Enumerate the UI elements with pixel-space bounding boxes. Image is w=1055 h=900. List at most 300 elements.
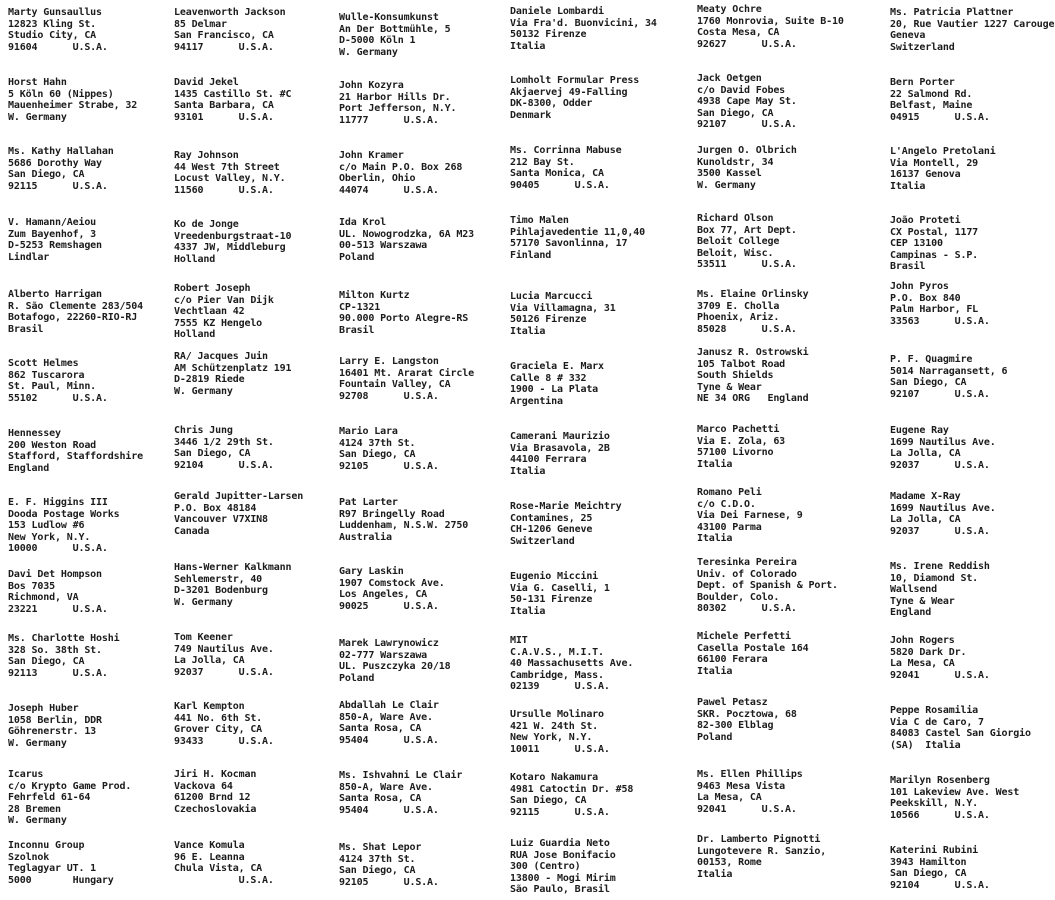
addressee-name: Abdallah Le Clair (339, 700, 439, 711)
addressee-name: Ms. Ishvahni Le Clair (339, 770, 463, 781)
address-line: 153 Ludlow #6 (8, 520, 85, 532)
address-entry (8, 769, 131, 827)
address-line: Lungotevere R. Sanzio, (697, 845, 827, 857)
addressee-name: Ursulle Molinaro (510, 709, 604, 720)
address-line: 16137 Genova (890, 169, 961, 181)
address-line: 85028 U.S.A. (697, 323, 797, 335)
address-line: CP-1321 (339, 301, 381, 313)
address-line: 1900 - La Plata (510, 384, 599, 396)
address-line: 3943 Hamilton (890, 856, 967, 868)
address-line: 44100 Ferrara (510, 454, 587, 466)
address-line: 57100 Livorno (697, 447, 774, 459)
address-line: 200 Weston Road (8, 439, 97, 451)
addressee-name: Ko de Jonge (174, 219, 239, 230)
address-entry (510, 501, 622, 547)
address-line: 92107 U.S.A. (697, 119, 797, 131)
addressee-name: Icarus (8, 769, 44, 780)
addressee-name: Graciela E. Marx (510, 361, 604, 372)
address-line: W. Germany (697, 179, 756, 191)
address-line: UL. Puszczyka 20/18 (339, 661, 451, 673)
address-entry (339, 12, 451, 58)
address-entry (174, 562, 291, 608)
addressee-name: Pat Larter (339, 497, 398, 508)
address-line: Italia (890, 180, 926, 192)
address-entry (8, 289, 143, 335)
address-entry (890, 775, 1019, 821)
address-line: La Mesa, CA (890, 658, 955, 670)
addressee-name: Bern Porter (890, 77, 955, 88)
address-entry (8, 7, 108, 53)
address-line: San Diego, CA (510, 795, 587, 807)
address-line: Poland (339, 251, 375, 263)
addressee-name: Marco Pachetti (697, 424, 780, 435)
address-line: 33563 U.S.A. (890, 315, 990, 327)
address-entry (174, 77, 291, 123)
addressee-name: Lucia Marcucci (510, 291, 593, 302)
address-line: Calle 8 # 332 (510, 372, 587, 384)
address-line: 16401 Mt. Ararat Circle (339, 367, 475, 379)
address-line: Brasil (8, 323, 44, 335)
address-line: 95404 U.S.A. (339, 734, 439, 746)
address-entry (697, 557, 838, 615)
address-entry (697, 213, 797, 271)
address-entry (8, 217, 102, 263)
address-line: 80302 U.S.A. (697, 603, 797, 615)
addressee-name: Ms. Irene Reddish (890, 561, 990, 572)
address-line: 92627 U.S.A. (697, 38, 797, 50)
address-line: 13800 - Mogi Mirim (510, 872, 616, 884)
addressee-name: Joseph Huber (8, 703, 79, 714)
address-line: 00153, Rome (697, 857, 762, 869)
address-line: San Diego, CA (890, 868, 967, 880)
address-line: Luddenham, N.S.W. 2750 (339, 520, 469, 532)
address-line: 50132 Firenze (510, 29, 587, 41)
address-line: San Francisco, CA (174, 30, 274, 42)
address-line: Dept. of Spanish & Port. (697, 580, 838, 592)
address-line: Richmond, VA (8, 592, 79, 604)
address-entry (339, 497, 468, 543)
address-entry (8, 146, 114, 192)
address-line: Tyne & Wear (890, 595, 955, 607)
address-line: NE 34 ORG England (697, 393, 809, 405)
addressee-name: John Rogers (890, 635, 955, 646)
address-line: 4938 Cape May St. (697, 96, 797, 108)
addressee-name: Timo Malen (510, 215, 569, 226)
address-line: 9463 Mesa Vista (697, 780, 786, 792)
address-entry (890, 7, 1054, 53)
address-entry (890, 146, 996, 192)
address-entry (697, 289, 809, 335)
addressee-name: Marek Lawrynowicz (339, 638, 439, 649)
address-line: 5 Köln 60 (Nippes) (8, 88, 114, 100)
address-entry (339, 700, 439, 746)
address-entry (697, 347, 809, 405)
address-line: 40 Massachusetts Ave. (510, 658, 634, 670)
address-line: 1760 Monrovia, Suite B-10 (697, 15, 844, 27)
addressee-name: John Kramer (339, 150, 404, 161)
addressee-name: Chris Jung (174, 425, 233, 436)
address-line: 3709 E. Cholla (697, 300, 780, 312)
address-line: 84083 Castel San Giorgio (890, 728, 1031, 740)
address-line: 50126 Firenze (510, 314, 587, 326)
addressee-name: Scott Helmes (8, 358, 79, 369)
address-line: Czechoslovakia (174, 803, 257, 815)
address-line: DK-8300, Odder (510, 98, 593, 110)
addressee-name: John Kozyra (339, 80, 404, 91)
address-line: 44074 U.S.A. (339, 184, 439, 196)
address-line: 5820 Dark Dr. (890, 646, 967, 658)
address-entry (339, 842, 439, 888)
address-line: 92708 U.S.A. (339, 390, 439, 402)
addressee-name: Daniele Lombardi (510, 6, 604, 17)
addressee-name: Ms. Corrinna Mabuse (510, 145, 622, 156)
address-line: 1058 Berlin, DDR (8, 714, 102, 726)
address-line: New York, N.Y. (510, 732, 593, 744)
address-line: San Diego, CA (8, 169, 85, 181)
address-line: Italia (510, 325, 546, 337)
addressee-name: Hans-Werner Kalkmann (174, 562, 292, 573)
address-entry (339, 150, 462, 196)
address-line: 90.000 Porto Alegre-RS (339, 313, 469, 325)
address-line: Studio City, CA (8, 30, 97, 42)
address-line: 28 Bremen (8, 803, 61, 815)
address-line: San Diego, CA (339, 449, 416, 461)
address-entry (339, 566, 445, 612)
address-line: c/o David Fobes (697, 84, 786, 96)
address-entry (890, 77, 990, 123)
address-entry (174, 840, 274, 886)
addressee-name: Ms. Charlotte Hoshi (8, 633, 120, 644)
address-line: La Jolla, CA (890, 448, 961, 460)
address-line: 92105 U.S.A. (339, 876, 439, 888)
address-entry (510, 75, 639, 121)
address-line: Teglagyar UT. 1 (8, 863, 97, 875)
address-line: Santa Rosa, CA (339, 793, 422, 805)
addressee-name: Camerani Maurizio (510, 431, 610, 442)
address-line: 5000 Hungary (8, 874, 114, 886)
address-entry (890, 281, 990, 327)
addressee-name: E. F. Higgins III (8, 497, 108, 508)
address-entry (8, 428, 143, 474)
addressee-name: Lomholt Formular Press (510, 75, 640, 86)
addressee-name: L'Angelo Pretolani (890, 146, 996, 157)
address-entry (8, 497, 120, 555)
address-line: CH-1206 Geneve (510, 524, 593, 536)
address-line: 10000 U.S.A. (8, 543, 108, 555)
address-entry (8, 703, 102, 749)
address-line: Lindlar (8, 251, 50, 263)
addressee-name: Marty Gunsaullus (8, 7, 102, 18)
address-line: 10, Diamond St. (890, 572, 979, 584)
address-entry (890, 215, 978, 273)
address-entry (510, 145, 622, 191)
address-line: La Jolla, CA (890, 514, 961, 526)
address-line: Santa Monica, CA (510, 168, 604, 180)
addressee-name: Leavenworth Jackson (174, 7, 286, 18)
address-line: 95404 U.S.A. (339, 804, 439, 816)
address-line: Mauenheimer Strabe, 32 (8, 100, 138, 112)
addressee-name: P. F. Quagmire (890, 354, 973, 365)
address-line: W. Germany (8, 815, 67, 827)
address-line: Belfast, Maine (890, 100, 973, 112)
address-line: An Der Bottmühle, 5 (339, 23, 451, 35)
address-line: Via Montell, 29 (890, 157, 979, 169)
address-line: Grover City, CA (174, 724, 263, 736)
address-line: 10011 U.S.A. (510, 743, 610, 755)
address-line: 92115 U.S.A. (510, 806, 610, 818)
address-line: 92113 U.S.A. (8, 667, 108, 679)
address-line: Via E. Zola, 63 (697, 435, 786, 447)
address-line: P.O. Box 840 (890, 292, 961, 304)
address-line: Beloit College (697, 236, 780, 248)
address-entry (8, 358, 108, 404)
address-line: Italia (697, 458, 733, 470)
addressee-name: Ms. Elaine Orlinsky (697, 289, 809, 300)
address-line: 02139 U.S.A. (510, 681, 610, 693)
address-line: Bos 7035 (8, 580, 55, 592)
address-line: P.O. Box 48184 (174, 502, 257, 514)
address-entry (510, 709, 610, 755)
address-line: San Diego, CA (890, 377, 967, 389)
address-line: Italia (697, 533, 733, 545)
address-line: Fountain Valley, CA (339, 379, 451, 391)
addressee-name: David Jekel (174, 77, 239, 88)
addressee-name: Milton Kurtz (339, 290, 410, 301)
address-line: 23221 U.S.A. (8, 603, 108, 615)
address-line: San Diego, CA (339, 865, 416, 877)
address-line: AM Schützenplatz 191 (174, 362, 292, 374)
addressee-name: Wulle-Konsumkunst (339, 12, 439, 23)
address-line: Geneva (890, 30, 926, 42)
addressee-name: Larry E. Langston (339, 356, 439, 367)
address-line: Phoenix, Ariz. (697, 312, 780, 324)
address-entry (174, 632, 274, 678)
address-line: Costa Mesa, CA (697, 27, 780, 39)
address-line: Poland (339, 672, 375, 684)
address-line: 7555 KZ Hengelo (174, 317, 263, 329)
address-line: 50-131 Firenze (510, 594, 593, 606)
address-entry (510, 361, 604, 407)
address-line: England (8, 462, 50, 474)
addressee-name: Pawel Petasz (697, 697, 768, 708)
address-line: W. Germany (339, 46, 398, 58)
address-line: 101 Lakeview Ave. West (890, 786, 1020, 798)
addressee-name: Rose-Marie Meichtry (510, 501, 622, 512)
address-line: Campinas - S.P. (890, 249, 979, 261)
addressee-name: Romano Peli (697, 487, 762, 498)
addressee-name: Eugenio Miccini (510, 571, 599, 582)
addressee-name: Luiz Guardia Neto (510, 838, 610, 849)
address-line: c/o C.D.O. (697, 498, 756, 510)
address-line: Los Angeles, CA (339, 589, 428, 601)
address-line: 92104 U.S.A. (890, 879, 990, 891)
addressee-name: Janusz R. Ostrowski (697, 347, 809, 358)
addressee-name: Karl Kempton (174, 701, 245, 712)
address-entry (174, 351, 291, 397)
address-line: Wallsend (890, 584, 937, 596)
address-line: Poland (697, 731, 733, 743)
addressee-name: Kotaro Nakamura (510, 772, 599, 783)
address-line: 11777 U.S.A. (339, 114, 439, 126)
address-line: 82-300 Elblag (697, 720, 774, 732)
address-entry (890, 705, 1031, 751)
address-entry (174, 491, 303, 537)
address-line: Holland (174, 253, 216, 265)
address-entry (890, 561, 990, 619)
address-line: 43100 Parma (697, 521, 762, 533)
address-line: Dooda Postage Works (8, 508, 120, 520)
address-line: Fehrfeld 61-64 (8, 792, 91, 804)
address-line: England (890, 607, 932, 619)
address-line: 22 Salmond Rd. (890, 88, 973, 100)
address-line: Beloit, Wisc. (697, 247, 774, 259)
address-line: Sehlemerstr, 40 (174, 573, 263, 585)
address-line: U.S.A. (174, 874, 274, 886)
addressee-name: RA/ Jacques Juin (174, 351, 268, 362)
address-line: 3446 1/2 29th St. (174, 436, 274, 448)
addressee-name: Ms. Patricia Plattner (890, 7, 1014, 18)
address-line: Pihlajavedentie 11,0,40 (510, 226, 646, 238)
address-line: 92037 U.S.A. (890, 459, 990, 471)
address-line: Via Villamagna, 31 (510, 302, 616, 314)
address-entry (890, 491, 996, 537)
address-line: W. Germany (174, 385, 233, 397)
addressee-name: Tom Keener (174, 632, 233, 643)
address-line: La Jolla, CA (174, 655, 245, 667)
address-line: D-5253 Remshagen (8, 240, 102, 252)
address-line: 4124 37th St. (339, 853, 416, 865)
address-line: Boulder, Colo. (697, 591, 780, 603)
address-line: Via C de Caro, 7 (890, 716, 984, 728)
address-line: 93433 U.S.A. (174, 735, 274, 747)
address-entry (339, 290, 468, 336)
address-line: 749 Nautilus Ave. (174, 643, 274, 655)
address-entry (510, 6, 657, 52)
address-entry (510, 215, 645, 261)
address-line: San Diego, CA (697, 107, 774, 119)
address-line: Argentina (510, 395, 563, 407)
address-line: Peekskill, N.Y. (890, 798, 979, 810)
addressee-name: Davi Det Hompson (8, 569, 102, 580)
addressee-name: Robert Joseph (174, 283, 251, 294)
addressee-name: Gary Laskin (339, 566, 404, 577)
address-entry (174, 219, 291, 265)
address-line: 12823 Kling St. (8, 18, 97, 30)
address-line: W. Germany (8, 737, 67, 749)
address-entry (339, 638, 451, 684)
address-entry (510, 431, 610, 477)
address-line: 4124 37th St. (339, 437, 416, 449)
address-line: Santa Barbara, CA (174, 100, 274, 112)
address-line: 1907 Comstock Ave. (339, 577, 445, 589)
address-line: Switzerland (510, 535, 575, 547)
address-line: Palm Harbor, FL (890, 304, 979, 316)
address-line: 44 West 7th Street (174, 161, 280, 173)
addressee-name: Katerini Rubini (890, 845, 979, 856)
address-line: Univ. of Colorado (697, 568, 797, 580)
addressee-name: V. Hamann/Aeiou (8, 217, 97, 228)
address-line: Brasil (339, 324, 375, 336)
addressee-name: Alberto Harrigan (8, 289, 102, 300)
address-line: 00-513 Warszawa (339, 240, 428, 252)
address-line: 3500 Kassel (697, 168, 762, 180)
address-entry (510, 772, 633, 818)
addressee-name: Ms. Kathy Hallahan (8, 146, 114, 157)
address-line: Vreedenburgstraat-10 (174, 230, 292, 242)
address-line: Akjaervej 49-Falling (510, 86, 628, 98)
address-line: Cambridge, Mass. (510, 669, 604, 681)
address-line: 20, Rue Vautier 1227 Carouge (890, 18, 1055, 30)
address-line: 96 E. Leanna (174, 851, 245, 863)
address-line: 90025 U.S.A. (339, 600, 439, 612)
address-line: SKR. Pocztowa, 68 (697, 708, 797, 720)
address-line: 61200 Brnd 12 (174, 792, 251, 804)
address-line: CEP 13100 (890, 238, 943, 250)
address-line: 4337 JW, Middleburg (174, 242, 286, 254)
addressee-name: Vance Komula (174, 840, 245, 851)
address-line: 53511 U.S.A. (697, 259, 797, 271)
address-line: 92105 U.S.A. (339, 460, 439, 472)
address-entry (890, 845, 990, 891)
address-line: Italia (510, 465, 546, 477)
addressee-name: Inconnu Group (8, 840, 85, 851)
address-line: St. Paul, Minn. (8, 381, 97, 393)
address-line: 93101 U.S.A. (174, 111, 274, 123)
address-line: 04915 U.S.A. (890, 111, 990, 123)
addressee-name: Jurgen O. Olbrich (697, 145, 797, 156)
address-line: UL. Nowogrodzka, 6A M23 (339, 228, 475, 240)
address-entry (697, 834, 826, 880)
addressee-name: Peppe Rosamilia (890, 705, 979, 716)
address-line: San Diego, CA (8, 656, 85, 668)
address-line: Tyne & Wear (697, 381, 762, 393)
address-line: Via G. Caselli, 1 (510, 582, 610, 594)
address-line: 5014 Narragansett, 6 (890, 365, 1008, 377)
address-line: Italia (510, 605, 546, 617)
address-entry (890, 635, 990, 681)
address-entry (339, 770, 462, 816)
address-line: São Paulo, Brasil (510, 884, 610, 896)
address-entry (697, 631, 809, 677)
address-line: C.A.V.S., M.I.T. (510, 646, 604, 658)
address-entry (8, 569, 108, 615)
addressee-name: Mario Lara (339, 426, 398, 437)
address-line: Switzerland (890, 41, 955, 53)
address-entry (174, 150, 286, 196)
address-line: 850-A, Ware Ave. (339, 711, 433, 723)
address-line: Via Dei Farnese, 9 (697, 510, 803, 522)
address-line: 1699 Nautilus Ave. (890, 502, 996, 514)
address-entry (510, 291, 616, 337)
address-entry (697, 487, 803, 545)
address-line: 328 So. 38th St. (8, 644, 102, 656)
addressee-name: John Pyros (890, 281, 949, 292)
addressee-name: Horst Hahn (8, 77, 67, 88)
address-entry (174, 769, 256, 815)
address-entry (697, 697, 797, 743)
address-line: Holland (174, 329, 216, 341)
address-line: Stafford, Staffordshire (8, 451, 144, 463)
addressee-name: Ida Krol (339, 217, 386, 228)
address-line: Vackova 64 (174, 780, 233, 792)
addressee-name: Meaty Ochre (697, 4, 762, 15)
address-entry (510, 571, 610, 617)
address-line: 850-A, Ware Ave. (339, 781, 433, 793)
address-line: 57170 Savonlinna, 17 (510, 238, 628, 250)
address-line: 105 Talbot Road (697, 358, 786, 370)
address-line: Zum Bayenhof, 3 (8, 228, 97, 240)
address-line: Box 77, Art Dept. (697, 224, 797, 236)
